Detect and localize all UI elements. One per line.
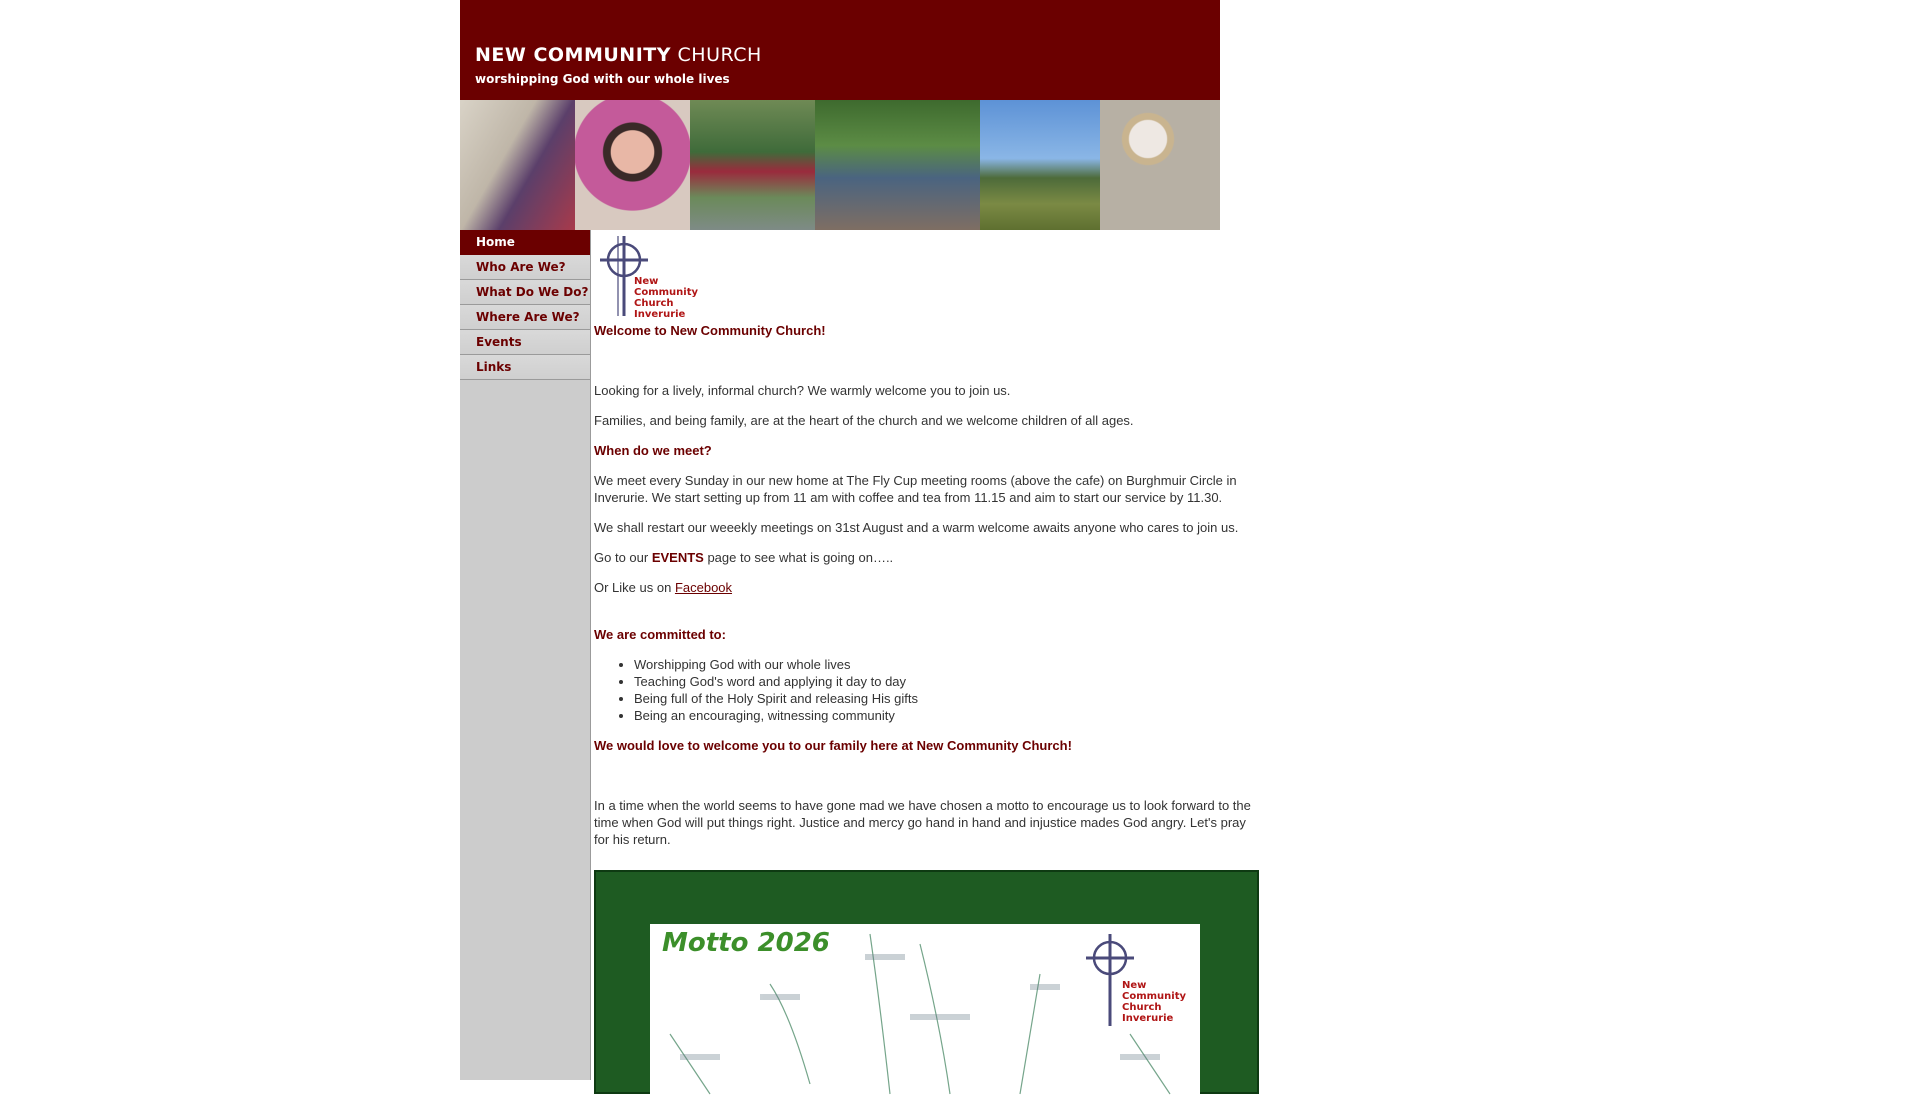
motto-paragraph: In a time when the world seems to have gone mad we have chosen a motto to encourage us to look forward to the time when God will put things right. Justice and mercy go hand in hand and injustice mades God angry. Let's pray for his return. — [594, 798, 1251, 847]
list-item: • Worshipping God with our whole lives — [634, 656, 1259, 673]
welcome-heading: Welcome to New Community Church! — [594, 323, 826, 338]
logo-line-community: Community — [634, 287, 699, 298]
nav-home[interactable]: Home — [460, 230, 590, 255]
site-header — [460, 0, 1220, 100]
list-item: • Teaching God's word and applying it day to day — [634, 673, 1259, 690]
motto-title: Motto 2026 — [662, 928, 830, 958]
welcome-family-heading: We would love to welcome you to our family here at New Community Church! — [594, 738, 1072, 753]
site-title-bold: NEW COMMUNITY — [475, 44, 671, 66]
committed-list — [594, 656, 1259, 724]
site-title-light: CHURCH — [677, 44, 762, 66]
committed-heading: We are committed to: — [594, 627, 726, 642]
restart-paragraph: We shall restart our weeekly meetings on 31st August and a warm welcome awaits anyone who cares to join us. — [594, 520, 1239, 535]
logo-wordmark — [634, 276, 698, 320]
nav-where-are-we[interactable]: Where Are We? — [460, 305, 590, 330]
motto-logo-line-community: Community — [1122, 991, 1187, 1002]
facebook-paragraph — [594, 579, 1259, 596]
photo-couple — [1100, 100, 1220, 230]
events-suffix: page to see what is going on….. — [703, 550, 894, 565]
motto-image — [594, 870, 1259, 1094]
nav-links[interactable]: Links — [460, 355, 590, 380]
header-photo-strip — [460, 100, 1220, 230]
meet-paragraph: We meet every Sunday in our new home at The Fly Cup meeting rooms (above the cafe) on Burghmuir Circle in Inverurie. We start setting up from 11 am with coffee and tea from 11.15 and aim to start our service by 11.30. — [594, 473, 1237, 505]
church-logo — [594, 230, 699, 320]
nav-who-are-we[interactable]: Who Are We? — [460, 255, 590, 280]
events-link[interactable]: EVENTS — [651, 550, 704, 565]
intro-paragraph-1: Looking for a lively, informal church? We warmly welcome you to join us. — [594, 383, 1011, 398]
motto-logo-wordmark — [1122, 980, 1186, 1024]
motto-logo-line-new: New — [1122, 980, 1147, 991]
photo-outdoor-gathering — [815, 100, 980, 230]
motto-logo-line-inverurie: Inverurie — [1122, 1013, 1174, 1024]
sidebar-nav — [460, 230, 591, 1080]
logo-line-church: Church — [634, 298, 674, 309]
photo-woman-smiling — [575, 100, 690, 230]
site-tagline: worshipping God with our whole lives — [475, 72, 730, 86]
list-item: • Being full of the Holy Spirit and releasing His gifts — [634, 690, 1259, 707]
photo-landscape-hill — [980, 100, 1100, 230]
logo-line-new: New — [634, 276, 659, 287]
site-title[interactable] — [475, 44, 762, 66]
events-paragraph — [594, 549, 1259, 566]
nav-events[interactable]: Events — [460, 330, 590, 355]
facebook-link[interactable]: Facebook — [674, 580, 733, 595]
main-content — [594, 230, 1259, 1024]
meet-heading: When do we meet? — [594, 443, 712, 458]
nav-what-do-we-do[interactable]: What Do We Do? — [460, 280, 590, 305]
photo-preacher — [460, 100, 575, 230]
motto-card — [650, 924, 1200, 1104]
photo-banner-garden — [690, 100, 815, 230]
facebook-prefix: Or Like us on — [594, 580, 675, 595]
motto-logo-line-church: Church — [1122, 1002, 1162, 1013]
list-item: • Being an encouraging, witnessing community — [634, 707, 1259, 724]
events-prefix: Go to our — [594, 550, 652, 565]
intro-paragraph-2: Families, and being family, are at the heart of the church and we welcome children of all ages. — [594, 413, 1134, 428]
logo-line-inverurie: Inverurie — [634, 309, 686, 320]
